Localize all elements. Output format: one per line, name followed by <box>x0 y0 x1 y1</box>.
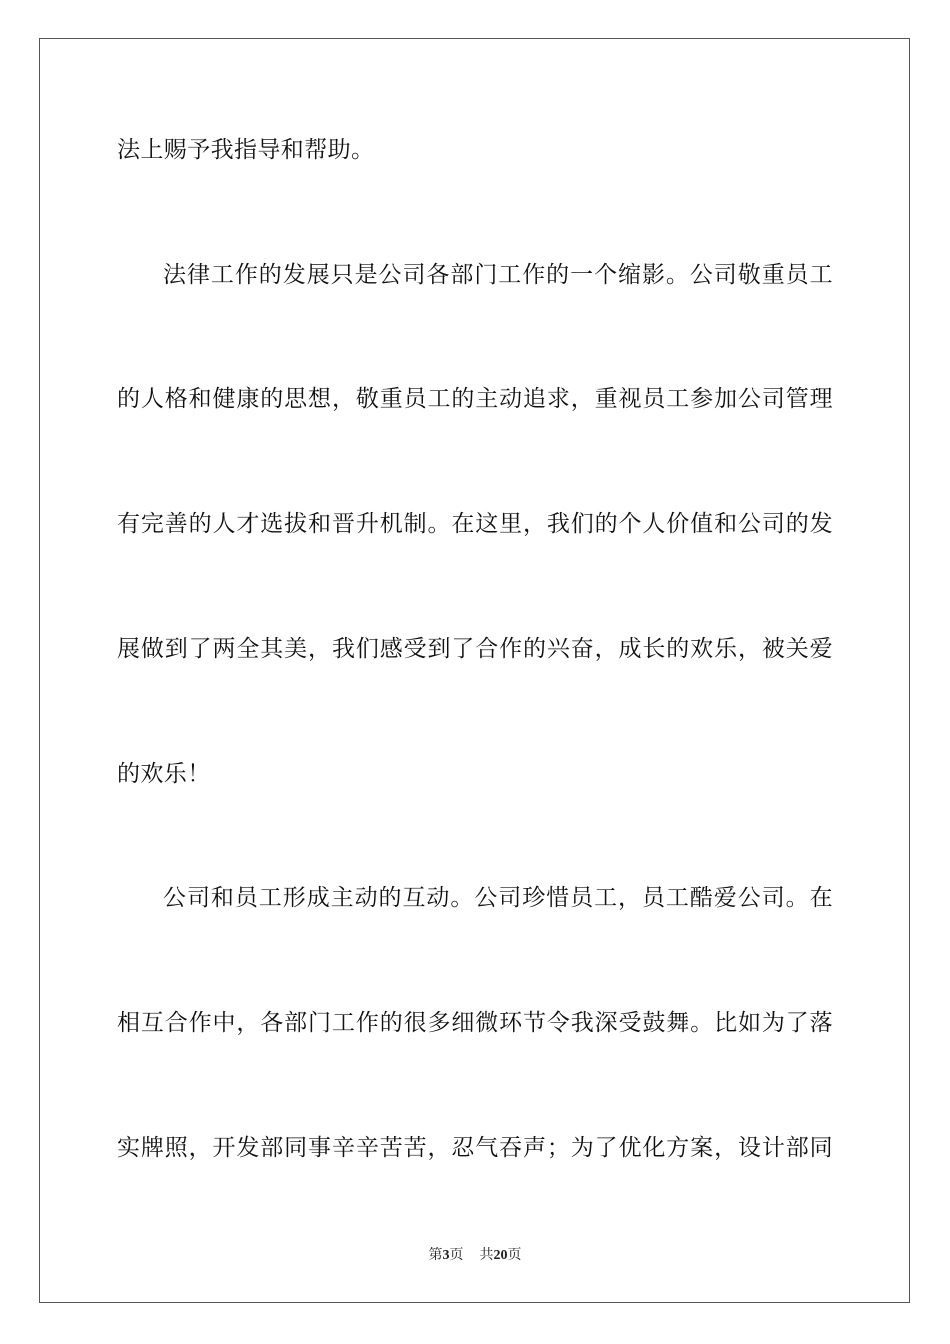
page-border <box>39 38 910 1303</box>
text-line-6: 的欢乐！ <box>117 761 211 787</box>
text-line-9: 实牌照，开发部同事辛辛苦苦，忍气吞声；为了优化方案，设计部同 <box>117 1135 833 1161</box>
text-line-8: 相互合作中，各部门工作的很多细微环节令我深受鼓舞。比如为了落 <box>117 1010 833 1036</box>
text-line-7: 公司和员工形成主动的互动。公司珍惜员工，员工酷爱公司。在 <box>163 885 833 911</box>
total-prefix: 共 <box>479 1247 494 1263</box>
text-line-1: 法上赐予我指导和帮助。 <box>117 137 375 163</box>
page-prefix: 第 <box>428 1247 443 1263</box>
total-suffix: 页 <box>507 1247 522 1263</box>
page-footer <box>0 1246 950 1265</box>
page-number: 3 <box>442 1248 450 1263</box>
page-suffix: 页 <box>449 1247 464 1263</box>
total-pages: 20 <box>493 1248 508 1263</box>
text-line-4: 有完善的人才选拔和晋升机制。在这里，我们的个人价值和公司的发 <box>117 511 833 537</box>
text-line-3: 的人格和健康的思想，敬重员工的主动追求，重视员工参加公司管理 <box>117 386 833 412</box>
text-line-2: 法律工作的发展只是公司各部门工作的一个缩影。公司敬重员工 <box>163 262 833 288</box>
text-line-5: 展做到了两全其美，我们感受到了合作的兴奋，成长的欢乐，被关爱 <box>117 636 833 662</box>
